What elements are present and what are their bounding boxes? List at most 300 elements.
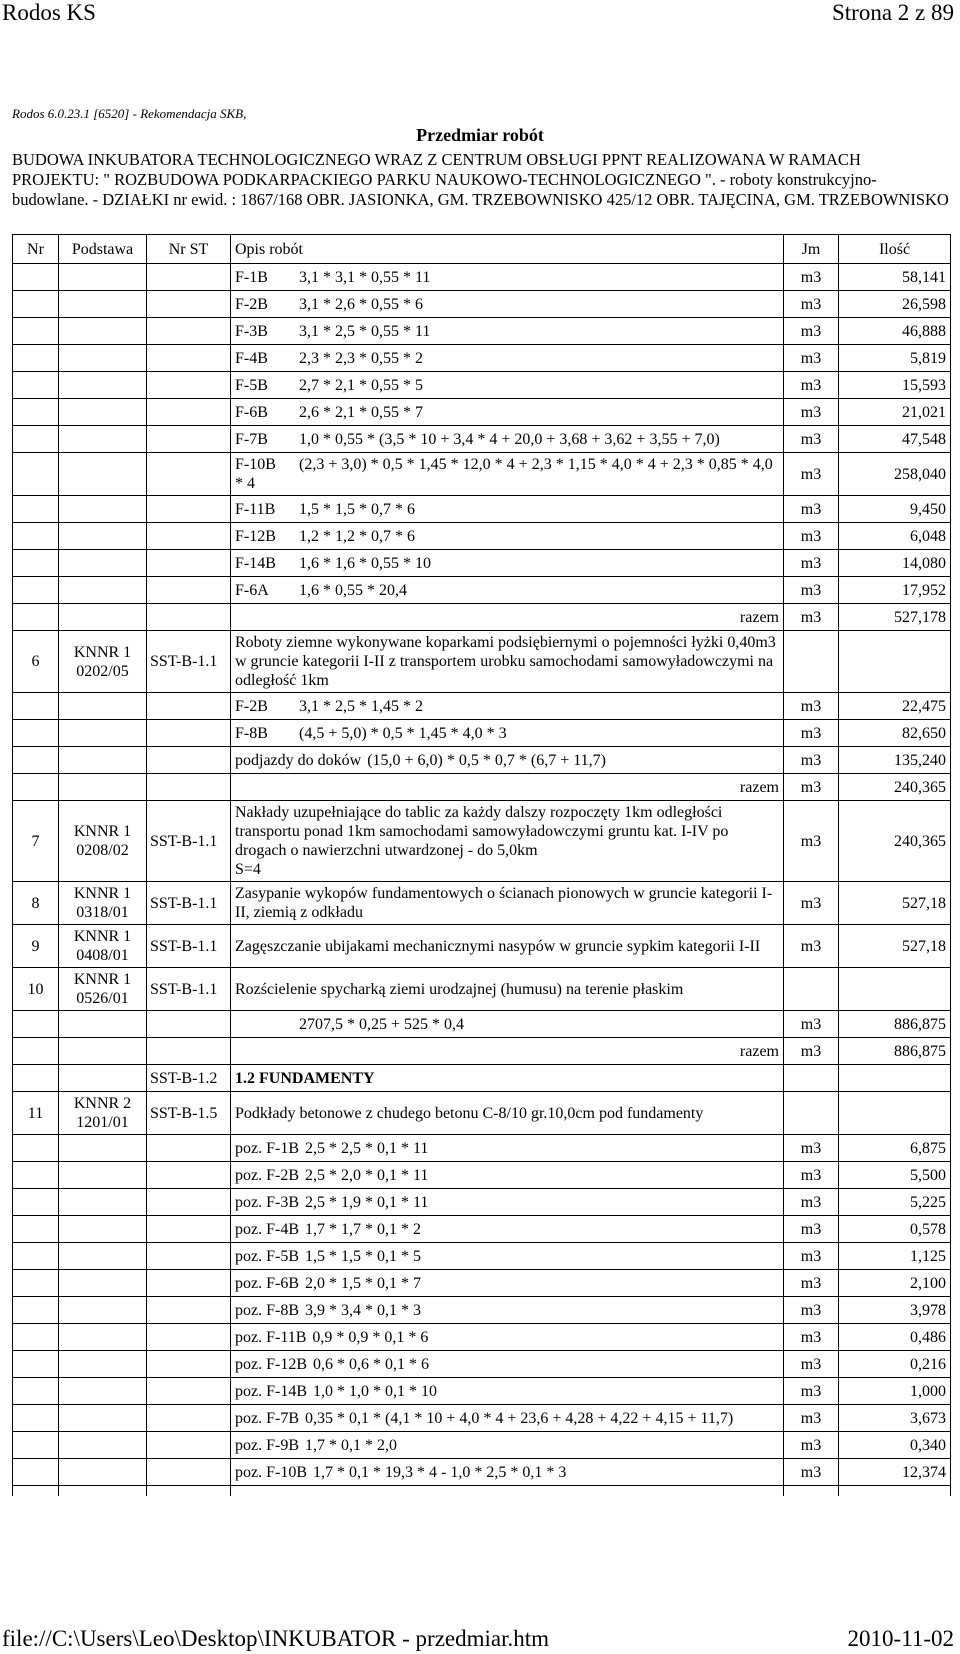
measurement-row (13, 1405, 951, 1432)
measurement-expression: 2,5 * 2,5 * 0,1 * 11 (305, 1139, 429, 1157)
nr-cell (13, 1135, 59, 1162)
podstawa-cell (59, 693, 147, 720)
unit-cell: m3 (784, 264, 839, 291)
position-row (13, 882, 951, 925)
measurement-cell (231, 1432, 784, 1459)
quantity-cell: 258,040 (839, 453, 951, 496)
unit-cell: m3 (784, 523, 839, 550)
nrst-cell (147, 1038, 231, 1065)
measurement-label: poz. F-9B (235, 1436, 299, 1454)
quantity-cell: 886,875 (839, 1011, 951, 1038)
nrst-cell: SST-B-1.1 (147, 968, 231, 1011)
measurement-expression: 0,9 * 0,9 * 0,1 * 6 (312, 1328, 429, 1346)
nrst-cell (147, 747, 231, 774)
quantity-cell: 17,952 (839, 577, 951, 604)
quantity-cell: 0,578 (839, 1216, 951, 1243)
measurement-expression: (2,3 + 3,0) * 0,5 * 1,45 * 12,0 * 4 + 2,3 * 1,15 * 4,0 * 4 + 2,3 * 0,85 * 4,0 * 4 (235, 456, 773, 492)
position-row (13, 1092, 951, 1135)
quantity-cell: 47,548 (839, 426, 951, 453)
unit-cell: m3 (784, 604, 839, 631)
sum-value: 527,178 (839, 604, 951, 631)
nrst-cell (147, 720, 231, 747)
measurement-expression: 1,0 * 1,0 * 0,1 * 10 (313, 1382, 437, 1400)
unit-cell: m3 (784, 925, 839, 968)
podstawa-cell (59, 747, 147, 774)
nrst-cell (147, 453, 231, 496)
podstawa-cell (59, 318, 147, 345)
podstawa-cell (59, 1243, 147, 1270)
measurement-label: F-14B (235, 554, 276, 572)
nrst-cell (147, 318, 231, 345)
unit-cell (784, 968, 839, 1011)
nrst-cell (147, 523, 231, 550)
measurement-cell (231, 550, 784, 577)
nr-cell (13, 577, 59, 604)
nrst-cell (147, 372, 231, 399)
measurement-expression: 3,1 * 2,5 * 0,55 * 11 (299, 322, 431, 340)
nr-cell (13, 1432, 59, 1459)
position-number: 11 (13, 1092, 59, 1135)
nrst-cell (147, 1351, 231, 1378)
nr-cell (13, 399, 59, 426)
measurement-cell (231, 264, 784, 291)
quantity-cell: 5,819 (839, 345, 951, 372)
measurement-label: F-12B (235, 527, 276, 545)
podstawa-cell (59, 1405, 147, 1432)
footer-file-path: file://C:\Users\Leo\Desktop\INKUBATOR - przedmiar.htm (2, 1626, 550, 1651)
measurement-cell (231, 1135, 784, 1162)
sum-value: 886,875 (839, 1038, 951, 1065)
podstawa-cell (59, 1216, 147, 1243)
measurement-cell (231, 1243, 784, 1270)
nr-cell (13, 1038, 59, 1065)
measurement-row (13, 1459, 951, 1486)
measurement-label: poz. F-11B (235, 1328, 307, 1346)
podstawa-cell: KNNR 1 0202/05 (59, 631, 147, 693)
quantity-cell: 14,080 (839, 550, 951, 577)
measurement-label: F-6B (235, 403, 268, 421)
position-description: Rozścielenie spycharką ziemi urodzajnej (humusu) na terenie płaskim (231, 968, 784, 1011)
quantity-cell (839, 631, 951, 693)
measurement-expression: 3,1 * 2,6 * 0,55 * 6 (299, 295, 423, 313)
quantity-cell: 135,240 (839, 747, 951, 774)
podstawa-cell (59, 1011, 147, 1038)
measurement-row (13, 264, 951, 291)
unit-cell: m3 (784, 1459, 839, 1486)
measurement-expression: 2,5 * 1,9 * 0,1 * 11 (305, 1193, 429, 1211)
nrst-cell (147, 1297, 231, 1324)
measurement-label: F-3B (235, 322, 268, 340)
measurement-row (13, 1324, 951, 1351)
measurement-row (13, 453, 951, 496)
podstawa-cell (59, 1378, 147, 1405)
measurement-row (13, 720, 951, 747)
podstawa-cell (59, 720, 147, 747)
measurement-cell (231, 577, 784, 604)
measurement-row (13, 1270, 951, 1297)
measurement-cell (231, 720, 784, 747)
nrst-cell (147, 345, 231, 372)
unit-cell: m3 (784, 1243, 839, 1270)
measurement-row (13, 426, 951, 453)
position-row (13, 801, 951, 882)
podstawa-cell: KNNR 1 0526/01 (59, 968, 147, 1011)
sum-value: 240,365 (839, 774, 951, 801)
nr-cell (13, 1324, 59, 1351)
measurement-row (13, 1432, 951, 1459)
measurement-label: poz. F-8B (235, 1301, 299, 1319)
measurement-cell (231, 1459, 784, 1486)
measurement-cell (231, 1324, 784, 1351)
quantity-cell (839, 1092, 951, 1135)
measurement-expression: 2,5 * 2,0 * 0,1 * 11 (305, 1166, 429, 1184)
unit-cell: m3 (784, 399, 839, 426)
measurement-cell (231, 291, 784, 318)
nr-cell (13, 1459, 59, 1486)
measurement-row (13, 1189, 951, 1216)
quantity-cell: 46,888 (839, 318, 951, 345)
measurement-label: poz. F-6B (235, 1274, 299, 1292)
nrst-cell: SST-B-1.5 (147, 1092, 231, 1135)
measurement-cell (231, 345, 784, 372)
unit-cell: m3 (784, 496, 839, 523)
measurement-cell (231, 1162, 784, 1189)
measurement-row (13, 1351, 951, 1378)
col-podstawa: Podstawa (59, 235, 147, 264)
podstawa-cell (59, 426, 147, 453)
unit-cell: m3 (784, 1297, 839, 1324)
measurement-expression: 2,0 * 1,5 * 0,1 * 7 (305, 1274, 421, 1292)
quantity-cell: 21,021 (839, 399, 951, 426)
position-description: Zagęszczanie ubijakami mechanicznymi nasypów w gruncie sypkim kategorii I-II (231, 925, 784, 968)
quantity-cell: 0,216 (839, 1351, 951, 1378)
position-number: 6 (13, 631, 59, 693)
measurement-label: F-2B (235, 295, 268, 313)
measurement-row (13, 318, 951, 345)
col-nr: Nr (13, 235, 59, 264)
unit-cell: m3 (784, 453, 839, 496)
footer-date: 2010-11-02 (847, 1626, 954, 1651)
measurement-cell (231, 1189, 784, 1216)
podstawa-cell (59, 372, 147, 399)
quantity-cell: 26,598 (839, 291, 951, 318)
quantity-cell: 527,18 (839, 925, 951, 968)
nrst-cell (147, 604, 231, 631)
col-opis: Opis robót (231, 235, 784, 264)
unit-cell: m3 (784, 1351, 839, 1378)
measurement-label: poz. F-10B (235, 1463, 307, 1481)
nr-cell (13, 453, 59, 496)
measurement-cell (231, 1011, 784, 1038)
unit-cell: m3 (784, 1405, 839, 1432)
measurement-row (13, 1378, 951, 1405)
measurement-row (13, 747, 951, 774)
nr-cell (13, 1351, 59, 1378)
measurement-row (13, 345, 951, 372)
rodos-version-line: Rodos 6.0.23.1 [6520] - Rekomendacja SKB, (12, 106, 247, 121)
podstawa-cell (59, 345, 147, 372)
measurement-label: F-11B (235, 500, 276, 518)
position-row (13, 925, 951, 968)
nr-cell (13, 1065, 59, 1092)
unit-cell (784, 1065, 839, 1092)
position-description: Nakłady uzupełniające do tablic za każdy dalszy rozpoczęty 1km odległości transportu ponad 1km samochodami samowyładowczymi gruntu kat. I-IV po drogach o nawierzchni utwardzonej - do 5,0km S=4 (231, 801, 784, 882)
nr-cell (13, 264, 59, 291)
nr-cell (13, 345, 59, 372)
quantity-cell (839, 1065, 951, 1092)
podstawa-cell (59, 523, 147, 550)
nr-cell (13, 550, 59, 577)
header-app-name: Rodos KS (2, 0, 96, 25)
nrst-cell: SST-B-1.1 (147, 925, 231, 968)
nrst-cell (147, 774, 231, 801)
measurement-label: F-6A (235, 581, 269, 599)
unit-cell: m3 (784, 1324, 839, 1351)
podstawa-cell (59, 1297, 147, 1324)
measurement-row (13, 523, 951, 550)
measurement-row (13, 1216, 951, 1243)
position-description: Zasypanie wykopów fundamentowych o ścianach pionowych w gruncie kategorii I-II, ziemią z odkładu (231, 882, 784, 925)
unit-cell: m3 (784, 882, 839, 925)
measurement-expression: (15,0 + 6,0) * 0,5 * 0,7 * (6,7 + 11,7) (367, 751, 606, 769)
unit-cell: m3 (784, 426, 839, 453)
quantity-cell: 9,450 (839, 496, 951, 523)
podstawa-cell: KNNR 1 0318/01 (59, 882, 147, 925)
unit-cell: m3 (784, 1011, 839, 1038)
measurement-label: poz. F-12B (235, 1355, 307, 1373)
measurement-expression: 1,7 * 0,1 * 2,0 (305, 1436, 397, 1454)
nr-cell (13, 1189, 59, 1216)
unit-cell: m3 (784, 747, 839, 774)
position-number: 7 (13, 801, 59, 882)
quantity-cell: 1,125 (839, 1243, 951, 1270)
measurement-expression: 1,6 * 0,55 * 20,4 (299, 581, 407, 599)
nr-cell (13, 523, 59, 550)
position-number: 10 (13, 968, 59, 1011)
measurement-label: poz. F-7B (235, 1409, 299, 1427)
measurement-label: poz. F-2B (235, 1166, 299, 1184)
measurement-label: podjazdy do doków (235, 751, 362, 769)
nr-cell (13, 1216, 59, 1243)
measurement-row (13, 550, 951, 577)
header-page-number: Strona 2 z 89 (831, 0, 954, 25)
nr-cell (13, 604, 59, 631)
unit-cell: m3 (784, 720, 839, 747)
nrst-cell (147, 1459, 231, 1486)
measurement-cell (231, 693, 784, 720)
podstawa-cell (59, 399, 147, 426)
quantity-cell: 82,650 (839, 720, 951, 747)
podstawa-cell (59, 1270, 147, 1297)
unit-cell: m3 (784, 801, 839, 882)
measurement-expression: 1,5 * 1,5 * 0,1 * 5 (305, 1247, 421, 1265)
nrst-cell (147, 1243, 231, 1270)
measurement-row (13, 577, 951, 604)
nr-cell (13, 1011, 59, 1038)
measurement-expression: 1,2 * 1,2 * 0,7 * 6 (299, 527, 415, 545)
quantity-cell: 3,978 (839, 1297, 951, 1324)
measurement-cell (231, 747, 784, 774)
nrst-cell (147, 1378, 231, 1405)
quantity-cell: 58,141 (839, 264, 951, 291)
position-description: Podkłady betonowe z chudego betonu C-8/10 gr.10,0cm pod fundamenty (231, 1092, 784, 1135)
measurement-row (13, 1135, 951, 1162)
measurement-label: poz. F-4B (235, 1220, 299, 1238)
nrst-cell (147, 291, 231, 318)
measurement-row (13, 291, 951, 318)
podstawa-cell: KNNR 1 0208/02 (59, 801, 147, 882)
nr-cell (13, 1243, 59, 1270)
measurement-expression: 0,6 * 0,6 * 0,1 * 6 (313, 1355, 429, 1373)
nrst-cell: SST-B-1.1 (147, 882, 231, 925)
nr-cell (13, 1405, 59, 1432)
measurement-expression: 0,35 * 0,1 * (4,1 * 10 + 4,0 * 4 + 23,6 + 4,28 + 4,22 + 4,15 + 11,7) (305, 1409, 734, 1427)
podstawa-cell (59, 1065, 147, 1092)
unit-cell: m3 (784, 1038, 839, 1065)
position-description: Roboty ziemne wykonywane koparkami podsiębiernymi o pojemności łyżki 0,40m3 w gruncie kategorii I-II z transportem urobku samochodami samowyładowczymi na odległość 1km (231, 631, 784, 693)
measurement-label: F-4B (235, 349, 268, 367)
podstawa-cell (59, 264, 147, 291)
sum-row (13, 604, 951, 631)
unit-cell: m3 (784, 291, 839, 318)
nr-cell (13, 693, 59, 720)
measurement-cell (231, 372, 784, 399)
nr-cell (13, 291, 59, 318)
measurement-expression: 2,7 * 2,1 * 0,55 * 5 (299, 376, 423, 394)
nrst-cell (147, 1216, 231, 1243)
nrst-cell: SST-B-1.2 (147, 1065, 231, 1092)
unit-cell: m3 (784, 1216, 839, 1243)
nrst-cell (147, 426, 231, 453)
nrst-cell (147, 264, 231, 291)
quantity-cell: 6,875 (839, 1135, 951, 1162)
position-number: 8 (13, 882, 59, 925)
nrst-cell (147, 1162, 231, 1189)
quantity-cell: 527,18 (839, 882, 951, 925)
nr-cell (13, 1162, 59, 1189)
unit-cell: m3 (784, 1378, 839, 1405)
nr-cell (13, 372, 59, 399)
nrst-cell: SST-B-1.1 (147, 631, 231, 693)
quantity-cell: 22,475 (839, 693, 951, 720)
nrst-cell: SST-B-1.1 (147, 801, 231, 882)
nrst-cell (147, 1189, 231, 1216)
nrst-cell (147, 550, 231, 577)
unit-cell: m3 (784, 577, 839, 604)
position-row (13, 631, 951, 693)
nrst-cell (147, 1324, 231, 1351)
nrst-cell (147, 577, 231, 604)
nrst-cell (147, 1135, 231, 1162)
measurement-cell (231, 426, 784, 453)
position-row (13, 968, 951, 1011)
position-number: 9 (13, 925, 59, 968)
measurement-label: poz. F-14B (235, 1382, 307, 1400)
razem-label: razem (231, 1038, 784, 1065)
measurement-cell (231, 523, 784, 550)
nr-cell (13, 1378, 59, 1405)
unit-cell (784, 631, 839, 693)
col-jm: Jm (784, 235, 839, 264)
project-description: BUDOWA INKUBATORA TECHNOLOGICZNEGO WRAZ Z CENTRUM OBSŁUGI PPNT REALIZOWANA W RAMACH PROJEKTU: " ROZBUDOWA PODKARPACKIEGO PARKU NAUKOWO-TECHNOLOGICZNEGO ". - roboty konstrukcyjno-budowlane. - DZIAŁKI nr ewid. : 1867/168 OBR. JASIONKA, GM. TRZEBOWNISKO 425/12 OBR. TAJĘCINA, GM. TRZEBOWNISKO (12, 150, 949, 209)
unit-cell: m3 (784, 1135, 839, 1162)
page-header (0, 0, 960, 30)
measurement-expression: 1,0 * 0,55 * (3,5 * 10 + 3,4 * 4 + 20,0 + 3,68 + 3,62 + 3,55 + 7,0) (299, 430, 720, 448)
podstawa-cell (59, 1038, 147, 1065)
measurement-row (13, 693, 951, 720)
unit-cell: m3 (784, 372, 839, 399)
podstawa-cell: KNNR 1 0408/01 (59, 925, 147, 968)
measurement-expression: 2,3 * 2,3 * 0,55 * 2 (299, 349, 423, 367)
nrst-cell (147, 693, 231, 720)
nrst-cell (147, 399, 231, 426)
podstawa-cell (59, 1189, 147, 1216)
podstawa-cell (59, 1351, 147, 1378)
unit-cell: m3 (784, 1432, 839, 1459)
podstawa-cell (59, 291, 147, 318)
measurement-cell (231, 1378, 784, 1405)
sum-row (13, 774, 951, 801)
unit-cell: m3 (784, 318, 839, 345)
quantity-cell: 0,486 (839, 1324, 951, 1351)
quantity-cell: 0,340 (839, 1432, 951, 1459)
col-nrst: Nr ST (147, 235, 231, 264)
nr-cell (13, 774, 59, 801)
quantity-cell: 1,000 (839, 1378, 951, 1405)
measurement-label: F-1B (235, 268, 268, 286)
measurement-cell (231, 1351, 784, 1378)
podstawa-cell (59, 604, 147, 631)
nr-cell (13, 318, 59, 345)
measurement-label: poz. F-3B (235, 1193, 299, 1211)
razem-label: razem (231, 774, 784, 801)
measurement-expression: 1,5 * 1,5 * 0,7 * 6 (299, 500, 415, 518)
quantity-cell: 3,673 (839, 1405, 951, 1432)
document-title: Przedmiar robót (416, 125, 544, 145)
podstawa-cell (59, 453, 147, 496)
measurement-row (13, 372, 951, 399)
przedmiar-table (12, 234, 951, 1496)
measurement-label: F-2B (235, 697, 268, 715)
measurement-expression: 3,1 * 2,5 * 1,45 * 2 (299, 697, 423, 715)
table-header-row (13, 235, 951, 264)
quantity-cell (839, 968, 951, 1011)
measurement-label: F-5B (235, 376, 268, 394)
razem-label: razem (231, 604, 784, 631)
podstawa-cell (59, 1324, 147, 1351)
quantity-cell: 15,593 (839, 372, 951, 399)
section-row (13, 1065, 951, 1092)
quantity-cell: 5,500 (839, 1162, 951, 1189)
measurement-expression: (4,5 + 5,0) * 0,5 * 1,45 * 4,0 * 3 (299, 724, 507, 742)
unit-cell: m3 (784, 345, 839, 372)
measurement-row (13, 399, 951, 426)
measurement-label: F-8B (235, 724, 268, 742)
podstawa-cell (59, 1135, 147, 1162)
nrst-cell (147, 1405, 231, 1432)
podstawa-cell (59, 1162, 147, 1189)
nr-cell (13, 720, 59, 747)
unit-cell (784, 1092, 839, 1135)
quantity-cell: 2,100 (839, 1270, 951, 1297)
unit-cell: m3 (784, 1270, 839, 1297)
nr-cell (13, 1297, 59, 1324)
unit-cell: m3 (784, 1162, 839, 1189)
unit-cell: m3 (784, 1189, 839, 1216)
measurement-expression: 1,6 * 1,6 * 0,55 * 10 (299, 554, 431, 572)
podstawa-cell (59, 1459, 147, 1486)
measurement-cell (231, 453, 784, 496)
